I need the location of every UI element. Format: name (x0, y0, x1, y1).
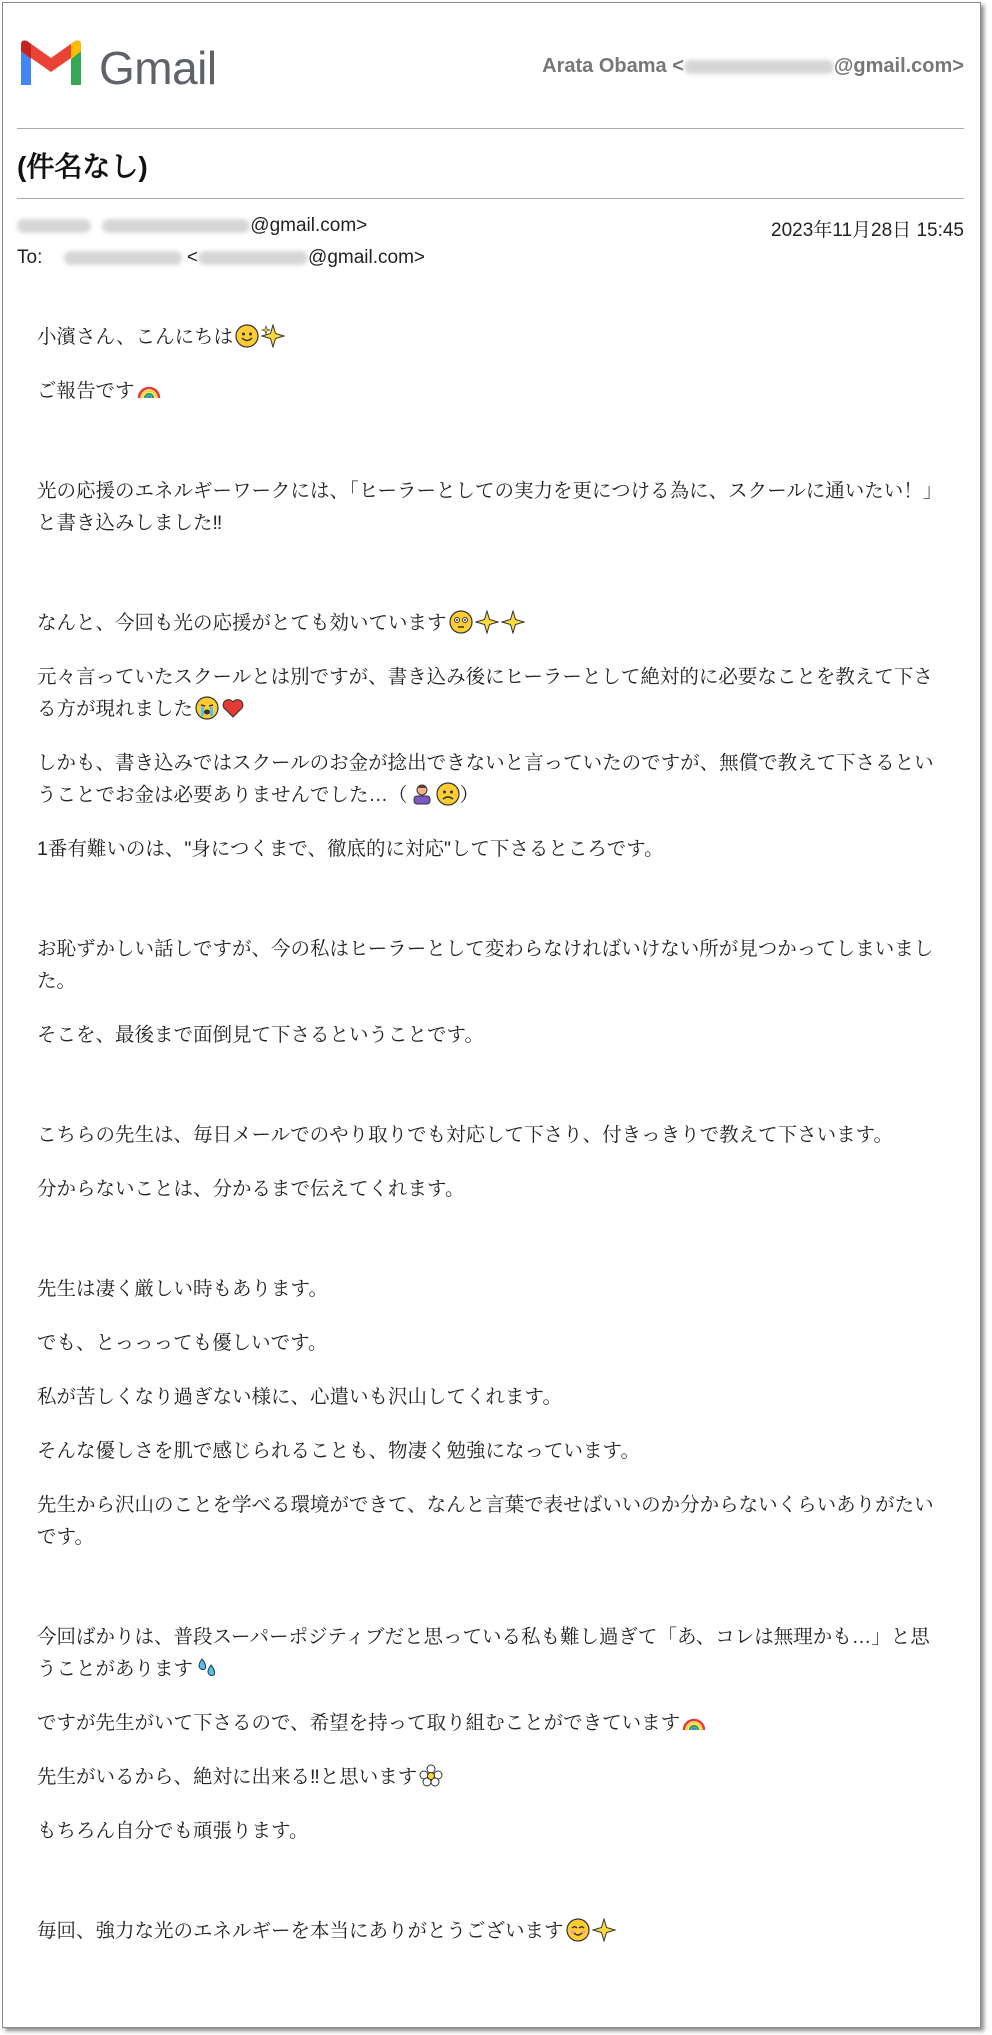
body-paragraph: 先生から沢山のことを学べる環境ができて、なんと言葉で表せばいいのか分からないくらいありがたいです。 (37, 1494, 934, 1548)
sparkles-emoji (475, 610, 499, 634)
account-info (542, 55, 964, 78)
body-text: 毎回、強力な光のエネルギーを本当にありがとうございます (37, 1920, 564, 1942)
email-print-page (2, 2, 981, 2028)
person-bowing-emoji (410, 782, 434, 806)
body-paragraph: こちらの先生は、毎日メールでのやり取りでも対応して下さり、付きっきりで教えて下さいます。 (37, 1124, 894, 1146)
redacted-sender-email (102, 219, 250, 233)
account-name: Arata Obama (542, 55, 667, 77)
sweat-droplets-emoji (195, 1656, 219, 1680)
body-text: ですが先生がいて下さるので、希望を持って取り組むことができています (37, 1712, 681, 1734)
body-text: 小濱さん、こんにちは (37, 326, 234, 348)
sparkles-emoji (592, 1918, 616, 1942)
body-paragraph: 私が苦しくなり過ぎない様に、心遣いも沢山してくれます。 (37, 1386, 562, 1408)
redacted-recipient-email (198, 251, 308, 265)
body-text: なんと、今回も光の応援がとても効いています (37, 612, 447, 634)
rainbow-emoji (682, 1710, 706, 1734)
redacted-email (684, 60, 834, 74)
recipient-email-suffix: @gmail.com> (308, 247, 425, 268)
account-email-prefix: < (672, 55, 684, 77)
gmail-header (17, 39, 964, 94)
body-paragraph: でも、とっっっても優しいです。 (37, 1332, 328, 1354)
body-paragraph: 1番有難いのは、"身につくまで、徹底的に対応"して下さるところです。 (37, 838, 664, 860)
account-email-suffix: @gmail.com> (833, 55, 964, 77)
smiling-blush-emoji (566, 1918, 590, 1942)
body-paragraph: 光の応援のエネルギーワークには、「ヒーラーとしての実力を更につける為に、スクールに通いたい！」と書き込みしました‼ (37, 480, 943, 534)
body-text: ） (459, 784, 480, 806)
heart-emoji (221, 696, 245, 720)
body-paragraph (37, 375, 945, 407)
body-paragraph (37, 1761, 945, 1793)
redacted-sender-name (17, 219, 91, 233)
body-paragraph: 先生は凄く厳しい時もあります。 (37, 1278, 328, 1300)
flushed-emoji (449, 610, 473, 634)
body-paragraph (37, 1707, 945, 1739)
body-text: 元々言っていたスクールとは別ですが、書き込み後にヒーラーとして絶対的に必要なことを教えて下さる方が現れました (37, 666, 933, 720)
body-paragraph (37, 1915, 945, 1947)
worried-emoji (436, 782, 460, 806)
email-body (37, 321, 945, 1969)
flower-emoji (419, 1764, 443, 1788)
body-paragraph: そこを、最後まで面倒見て下さるということです。 (37, 1024, 484, 1046)
gmail-m-icon (17, 39, 85, 89)
body-paragraph: そんな優しさを肌で感じられることも、物凄く勉強になっています。 (37, 1440, 640, 1462)
body-paragraph (37, 321, 945, 353)
email-subject: (件名なし) (17, 151, 148, 182)
body-paragraph: もちろん自分でも頑張ります。 (37, 1820, 309, 1842)
body-text: しかも、書き込みではスクールのお金が捻出できないと言っていたのですが、無償で教えて下さるということでお金は必要ありませんでした…（ (37, 752, 934, 806)
body-paragraph: 分からないことは、分かるまで伝えてくれます。 (37, 1178, 465, 1200)
body-paragraph (37, 661, 945, 725)
subject-divider (17, 198, 964, 199)
rainbow-emoji (137, 378, 161, 402)
body-paragraph (37, 607, 945, 639)
body-text: 先生がいるから、絶対に出来る‼と思います (37, 1766, 418, 1788)
smiley-emoji (235, 324, 259, 348)
body-paragraph (37, 1621, 945, 1685)
sender-line (17, 215, 367, 237)
body-text: 今回ばかりは、普段スーパーポジティブだと思っている私も難し過ぎて「あ、コレは無理かも…」と思うことがあります (37, 1626, 930, 1680)
sparkles-emoji (261, 324, 285, 348)
email-date: 2023年11月28日 15:45 (771, 220, 964, 241)
body-paragraph (37, 747, 945, 811)
loudly-crying-emoji (195, 696, 219, 720)
gmail-wordmark: Gmail (99, 42, 217, 94)
to-label: To: (17, 247, 43, 268)
recipient-email-prefix: < (186, 247, 199, 268)
recipient-line (17, 247, 425, 269)
sparkles-emoji (501, 610, 525, 634)
header-divider (17, 128, 964, 129)
sender-email-suffix: @gmail.com> (250, 215, 368, 236)
body-text: ご報告です (37, 380, 135, 402)
body-paragraph: お恥ずかしい話しですが、今の私はヒーラーとして変わらなければいけない所が見つかってしまいました。 (37, 938, 934, 992)
gmail-logo (17, 39, 85, 94)
redacted-recipient-name (64, 251, 182, 265)
